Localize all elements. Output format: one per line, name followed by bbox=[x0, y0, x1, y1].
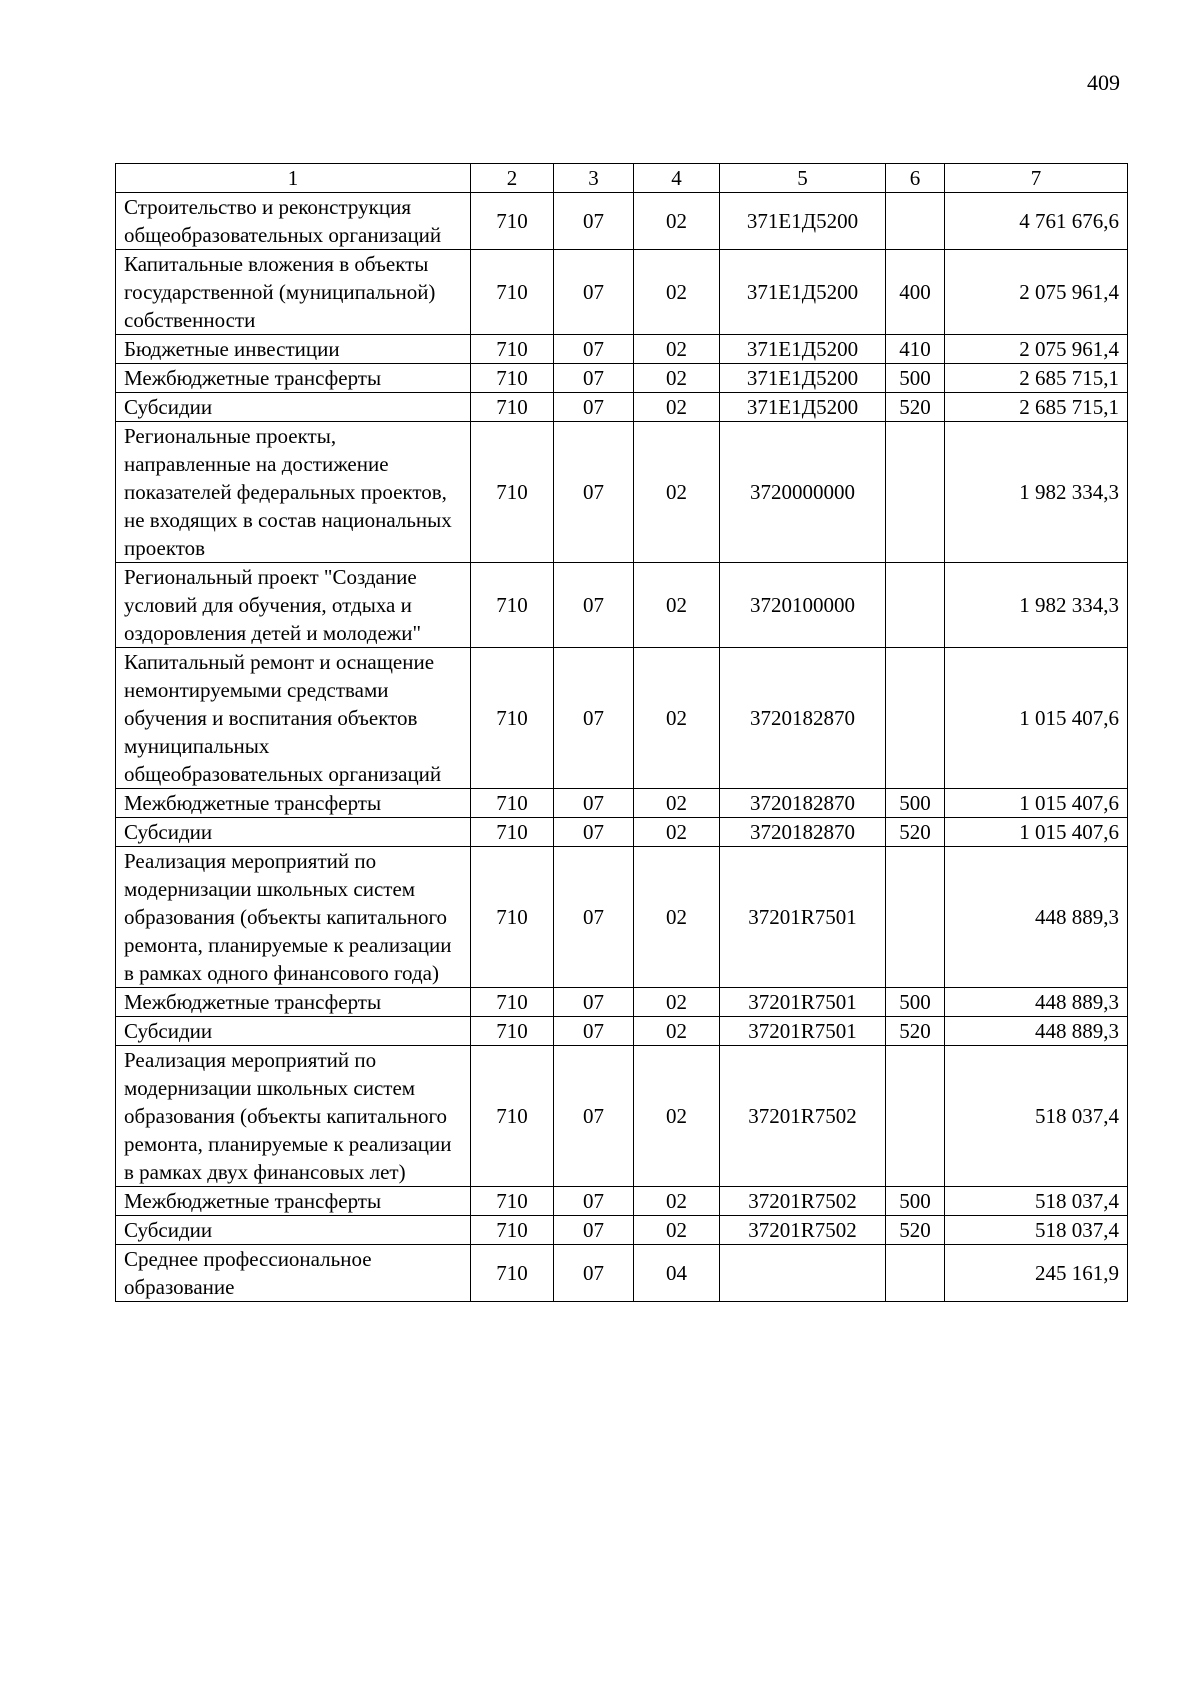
row-expense-type: 500 bbox=[886, 988, 945, 1017]
table-row bbox=[116, 1216, 1128, 1245]
row-subsection: 02 bbox=[634, 193, 720, 250]
row-ministry: 710 bbox=[471, 422, 554, 563]
row-section: 07 bbox=[554, 250, 634, 335]
row-name: Реализация мероприятий по модернизации школьных систем образования (объекты капитального ремонта, планируемые к реализации в рамках двух финансовых лет) bbox=[116, 1046, 471, 1187]
table-row bbox=[116, 988, 1128, 1017]
row-target-article: 371Е1Д5200 bbox=[720, 335, 886, 364]
row-section: 07 bbox=[554, 1245, 634, 1302]
row-subsection: 02 bbox=[634, 364, 720, 393]
row-amount: 245 161,9 bbox=[945, 1245, 1128, 1302]
table-header-row bbox=[116, 164, 1128, 193]
row-name: Межбюджетные трансферты bbox=[116, 1187, 471, 1216]
header-col-5: 5 bbox=[720, 164, 886, 193]
row-amount: 448 889,3 bbox=[945, 847, 1128, 988]
row-section: 07 bbox=[554, 847, 634, 988]
row-section: 07 bbox=[554, 393, 634, 422]
budget-table bbox=[115, 163, 1128, 1302]
header-col-7: 7 bbox=[945, 164, 1128, 193]
row-target-article: 3720182870 bbox=[720, 648, 886, 789]
row-section: 07 bbox=[554, 648, 634, 789]
row-target-article: 37201R7501 bbox=[720, 988, 886, 1017]
row-expense-type bbox=[886, 1245, 945, 1302]
row-target-article: 37201R7501 bbox=[720, 1017, 886, 1046]
row-subsection: 02 bbox=[634, 789, 720, 818]
row-name: Реализация мероприятий по модернизации школьных систем образования (объекты капитального ремонта, планируемые к реализации в рамках одного финансового года) bbox=[116, 847, 471, 988]
row-name: Субсидии bbox=[116, 393, 471, 422]
table-row bbox=[116, 789, 1128, 818]
row-subsection: 02 bbox=[634, 988, 720, 1017]
row-amount: 1 015 407,6 bbox=[945, 818, 1128, 847]
table-row bbox=[116, 1245, 1128, 1302]
header-col-6: 6 bbox=[886, 164, 945, 193]
row-expense-type: 520 bbox=[886, 1216, 945, 1245]
row-expense-type: 400 bbox=[886, 250, 945, 335]
row-subsection: 02 bbox=[634, 335, 720, 364]
row-name: Межбюджетные трансферты bbox=[116, 988, 471, 1017]
row-ministry: 710 bbox=[471, 1245, 554, 1302]
table-row bbox=[116, 1187, 1128, 1216]
row-amount: 1 015 407,6 bbox=[945, 789, 1128, 818]
row-subsection: 02 bbox=[634, 648, 720, 789]
row-name: Межбюджетные трансферты bbox=[116, 789, 471, 818]
row-ministry: 710 bbox=[471, 1187, 554, 1216]
row-ministry: 710 bbox=[471, 250, 554, 335]
row-expense-type: 500 bbox=[886, 1187, 945, 1216]
table-row bbox=[116, 193, 1128, 250]
row-target-article: 371Е1Д5200 bbox=[720, 193, 886, 250]
row-amount: 1 982 334,3 bbox=[945, 563, 1128, 648]
row-subsection: 02 bbox=[634, 422, 720, 563]
table-row bbox=[116, 648, 1128, 789]
row-expense-type: 500 bbox=[886, 364, 945, 393]
row-amount: 2 685 715,1 bbox=[945, 393, 1128, 422]
table-row bbox=[116, 335, 1128, 364]
row-section: 07 bbox=[554, 1046, 634, 1187]
row-amount: 4 761 676,6 bbox=[945, 193, 1128, 250]
row-subsection: 02 bbox=[634, 818, 720, 847]
row-expense-type bbox=[886, 847, 945, 988]
row-ministry: 710 bbox=[471, 393, 554, 422]
row-subsection: 02 bbox=[634, 1017, 720, 1046]
row-name: Региональные проекты, направленные на достижение показателей федеральных проектов, не входящих в состав национальных проектов bbox=[116, 422, 471, 563]
table-row bbox=[116, 563, 1128, 648]
row-ministry: 710 bbox=[471, 1216, 554, 1245]
row-expense-type bbox=[886, 563, 945, 648]
header-col-2: 2 bbox=[471, 164, 554, 193]
row-target-article: 37201R7502 bbox=[720, 1187, 886, 1216]
row-expense-type bbox=[886, 648, 945, 789]
header-col-4: 4 bbox=[634, 164, 720, 193]
table-row bbox=[116, 422, 1128, 563]
row-target-article: 3720100000 bbox=[720, 563, 886, 648]
row-section: 07 bbox=[554, 335, 634, 364]
row-amount: 2 075 961,4 bbox=[945, 335, 1128, 364]
row-amount: 1 982 334,3 bbox=[945, 422, 1128, 563]
row-amount: 518 037,4 bbox=[945, 1187, 1128, 1216]
row-ministry: 710 bbox=[471, 648, 554, 789]
row-name: Субсидии bbox=[116, 1017, 471, 1046]
row-target-article: 3720000000 bbox=[720, 422, 886, 563]
row-ministry: 710 bbox=[471, 1017, 554, 1046]
page-number: 409 bbox=[1087, 70, 1120, 95]
row-ministry: 710 bbox=[471, 364, 554, 393]
row-ministry: 710 bbox=[471, 988, 554, 1017]
row-section: 07 bbox=[554, 1017, 634, 1046]
row-subsection: 02 bbox=[634, 393, 720, 422]
table-row bbox=[116, 250, 1128, 335]
table-row bbox=[116, 1046, 1128, 1187]
row-section: 07 bbox=[554, 988, 634, 1017]
row-amount: 448 889,3 bbox=[945, 988, 1128, 1017]
table-row bbox=[116, 364, 1128, 393]
row-section: 07 bbox=[554, 1187, 634, 1216]
row-target-article bbox=[720, 1245, 886, 1302]
row-expense-type bbox=[886, 422, 945, 563]
row-subsection: 02 bbox=[634, 1046, 720, 1187]
row-amount: 448 889,3 bbox=[945, 1017, 1128, 1046]
row-name: Межбюджетные трансферты bbox=[116, 364, 471, 393]
row-ministry: 710 bbox=[471, 193, 554, 250]
row-section: 07 bbox=[554, 422, 634, 563]
row-amount: 2 075 961,4 bbox=[945, 250, 1128, 335]
row-name: Капитальные вложения в объекты государственной (муниципальной) собственности bbox=[116, 250, 471, 335]
row-section: 07 bbox=[554, 193, 634, 250]
row-section: 07 bbox=[554, 789, 634, 818]
row-ministry: 710 bbox=[471, 335, 554, 364]
header-col-1: 1 bbox=[116, 164, 471, 193]
row-section: 07 bbox=[554, 818, 634, 847]
row-amount: 518 037,4 bbox=[945, 1046, 1128, 1187]
row-target-article: 3720182870 bbox=[720, 789, 886, 818]
row-section: 07 bbox=[554, 1216, 634, 1245]
row-target-article: 371Е1Д5200 bbox=[720, 250, 886, 335]
row-name: Субсидии bbox=[116, 818, 471, 847]
table-row bbox=[116, 1017, 1128, 1046]
table-row bbox=[116, 393, 1128, 422]
row-name: Капитальный ремонт и оснащение немонтируемыми средствами обучения и воспитания объектов муниципальных общеобразовательных организаций bbox=[116, 648, 471, 789]
row-target-article: 37201R7502 bbox=[720, 1216, 886, 1245]
row-subsection: 02 bbox=[634, 563, 720, 648]
row-name: Региональный проект "Создание условий для обучения, отдыха и оздоровления детей и молодежи" bbox=[116, 563, 471, 648]
row-target-article: 3720182870 bbox=[720, 818, 886, 847]
table-row bbox=[116, 818, 1128, 847]
row-subsection: 02 bbox=[634, 1187, 720, 1216]
row-expense-type: 410 bbox=[886, 335, 945, 364]
row-expense-type: 500 bbox=[886, 789, 945, 818]
row-expense-type: 520 bbox=[886, 818, 945, 847]
row-ministry: 710 bbox=[471, 818, 554, 847]
row-expense-type: 520 bbox=[886, 1017, 945, 1046]
table-row bbox=[116, 847, 1128, 988]
row-expense-type bbox=[886, 1046, 945, 1187]
row-name: Среднее профессиональное образование bbox=[116, 1245, 471, 1302]
row-amount: 518 037,4 bbox=[945, 1216, 1128, 1245]
row-target-article: 37201R7502 bbox=[720, 1046, 886, 1187]
row-section: 07 bbox=[554, 563, 634, 648]
row-expense-type bbox=[886, 193, 945, 250]
row-amount: 2 685 715,1 bbox=[945, 364, 1128, 393]
row-ministry: 710 bbox=[471, 1046, 554, 1187]
row-section: 07 bbox=[554, 364, 634, 393]
header-col-3: 3 bbox=[554, 164, 634, 193]
row-ministry: 710 bbox=[471, 563, 554, 648]
row-subsection: 04 bbox=[634, 1245, 720, 1302]
row-subsection: 02 bbox=[634, 1216, 720, 1245]
row-name: Субсидии bbox=[116, 1216, 471, 1245]
row-target-article: 371Е1Д5200 bbox=[720, 364, 886, 393]
row-target-article: 37201R7501 bbox=[720, 847, 886, 988]
row-amount: 1 015 407,6 bbox=[945, 648, 1128, 789]
row-ministry: 710 bbox=[471, 847, 554, 988]
row-expense-type: 520 bbox=[886, 393, 945, 422]
row-subsection: 02 bbox=[634, 250, 720, 335]
row-name: Бюджетные инвестиции bbox=[116, 335, 471, 364]
row-ministry: 710 bbox=[471, 789, 554, 818]
row-target-article: 371Е1Д5200 bbox=[720, 393, 886, 422]
row-subsection: 02 bbox=[634, 847, 720, 988]
row-name: Строительство и реконструкция общеобразовательных организаций bbox=[116, 193, 471, 250]
